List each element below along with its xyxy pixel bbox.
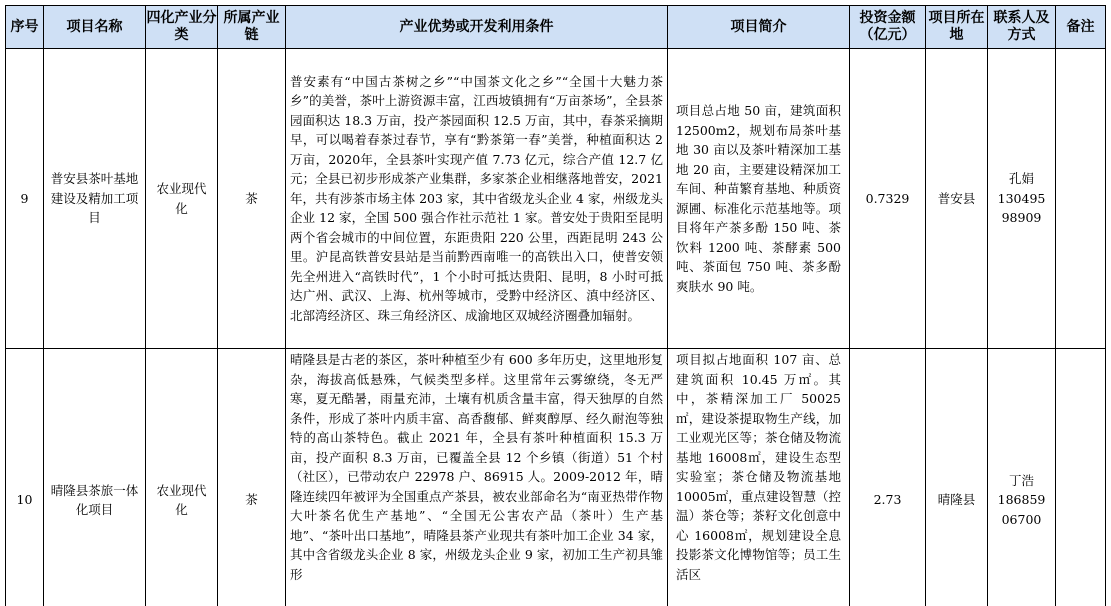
cell-project-name: 普安县茶叶基地建设及精加工项目 (44, 49, 146, 349)
cell-investment: 2.73 (850, 349, 926, 606)
header-category: 四化产业分类 (146, 6, 218, 49)
project-table (5, 5, 1106, 606)
cell-seq: 9 (6, 49, 44, 349)
cell-project-name: 晴隆县茶旅一体化项目 (44, 349, 146, 606)
cell-intro (668, 349, 850, 606)
header-location: 项目所在地 (926, 6, 988, 49)
header-remark: 备注 (1056, 6, 1106, 49)
header-chain: 所属产业链 (218, 6, 286, 49)
cell-advantage: 普安素有“中国古茶树之乡”“中国茶文化之乡”“全国十大魅力茶乡”的美誉，茶叶上游资源丰富，江西坡镇拥有“万亩茶场”，全县茶园面积达 18.3 万亩，投产茶园面积 12.5 万亩，其中，春茶采摘期早，可以喝着春茶过春节，享有“黔茶第一春”美誉，种植面积达 2 万亩，2020年，全县茶叶实现产值 7.73 亿元，综合产值 12.7 亿元；全县已初步形成茶产业集群，多家茶企业相继落地普安，2021 年，共有涉茶市场主体 203 家，其中省级龙头企业 4 家，州级龙头企业 12 家，全国 500 强合作社示范社 1 家。普安处于贵阳至昆明两个省会城市的中间位置，东距贵阳 220 公里，西距昆明 243 公里。沪昆高铁普安县站是当前黔西南唯一的高铁出入口，使普安领先全州进入“高铁时代”，1 个小时可抵达贵阳、昆明，8 小时可抵达广州、武汉、上海、杭州等城市，受黔中经济区、滇中经济区、北部湾经济区、珠三角经济区、成渝地区双城经济圈叠加辐射。 (286, 49, 668, 349)
advantage-text: 晴隆县是古老的茶区，茶叶种植至少有 600 多年历史，这里地形复杂，海拔高低悬殊，气候类型多样。这里常年云雾缭绕，冬无严寒，夏无酷暑，雨量充沛，土壤有机质含量丰富，得天独厚的自然条件，形成了茶叶内质丰富、高香馥郁、鲜爽醇厚、经久耐泡等独特的高山茶特色。截止 2021 年，全县有茶叶种植面积 15.3 万亩，投产面积 8.3 万亩，已覆盖全县 12 个乡镇（街道）51 个村（社区），已带动农户 22978 户、86915 人。2009-2012 年，晴隆连续四年被评为全国重点产茶县，被农业部命名为“南亚热带作物大叶茶名优生产基地”、“全国无公害农产品（茶叶）生产基地”、“茶叶出口基地”，晴隆县茶产业现共有茶叶加工企业 34 家，其中含省级龙头企业 8 家，州级龙头企业 9 家，初加工生产初具雏形 (290, 352, 663, 582)
cell-intro: 项目总占地 50 亩，建筑面积 12500m2，规划布局茶叶基地 30 亩以及茶叶精深加工基地 20 亩，主要建设精深加工车间、种苗繁育基地、种质资源圃、标准化示范基地等。项目将年产茶多酚 150 吨、茶饮料 1200 吨、茶酵素 500 吨、茶面包 750 吨、茶多酚爽肤水 90 吨。 (668, 49, 850, 349)
table-row (6, 49, 1106, 349)
contact-phone-part2: 98909 (1001, 210, 1042, 226)
cell-advantage (286, 349, 668, 606)
cell-remark (1056, 349, 1106, 606)
intro-text: 项目拟占地面积 107 亩、总建筑面积 10.45 万㎡。其中，茶精深加工厂 50025㎡，建设茶提取物生产线，加工业观光区等；茶仓储及物流基地 16008㎡，建设生态型实验室；茶仓储及物流基地 10005㎡，重点建设智慧（控温）茶仓等；茶籽文化创意中心 16008㎡，规划建设全息投影茶文化博物馆等；员工生活区 (676, 352, 841, 582)
cell-investment: 0.7329 (850, 49, 926, 349)
contact-name: 丁浩 (1008, 472, 1034, 488)
contact-phone-part1: 186859 (997, 492, 1046, 508)
cell-location: 晴隆县 (926, 349, 988, 606)
cell-chain: 茶 (218, 349, 286, 606)
cell-category: 农业现代化 (146, 349, 218, 606)
cell-remark (1056, 49, 1106, 349)
cell-seq: 10 (6, 349, 44, 606)
header-advantage: 产业优势或开发利用条件 (286, 6, 668, 49)
header-seq: 序号 (6, 6, 44, 49)
header-contact: 联系人及方式 (988, 6, 1056, 49)
contact-name: 孔娟 (1008, 171, 1034, 187)
cell-contact (988, 49, 1056, 349)
contact-phone-part1: 130495 (997, 190, 1046, 206)
header-investment: 投资金额（亿元） (850, 6, 926, 49)
contact-phone-part2: 06700 (1001, 511, 1042, 527)
cell-category: 农业现代化 (146, 49, 218, 349)
table-row (6, 349, 1106, 606)
table-header-row (6, 6, 1106, 49)
header-intro: 项目简介 (668, 6, 850, 49)
cell-contact (988, 349, 1056, 606)
header-name: 项目名称 (44, 6, 146, 49)
cell-location: 普安县 (926, 49, 988, 349)
cell-chain: 茶 (218, 49, 286, 349)
